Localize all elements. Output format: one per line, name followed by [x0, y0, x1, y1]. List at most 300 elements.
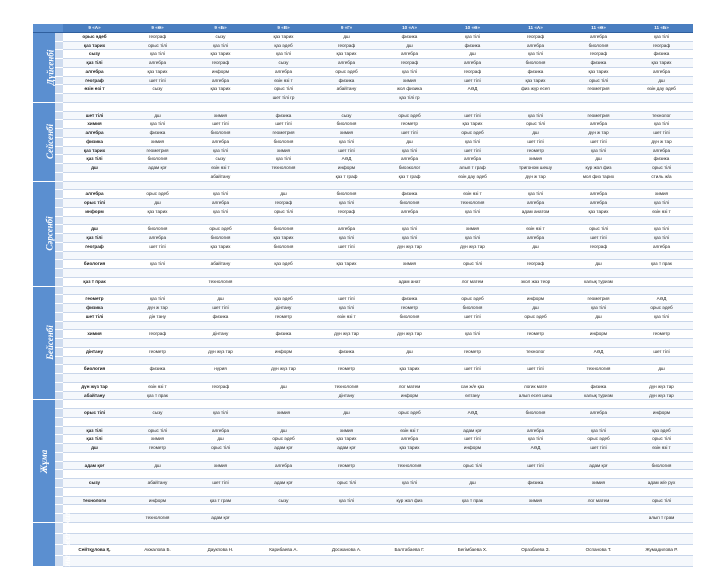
- subject-cell: дш: [441, 479, 504, 488]
- subject-cell: географ: [441, 67, 504, 76]
- lesson-number-cell: [55, 155, 63, 164]
- lesson-number-cell: [55, 496, 63, 505]
- lesson-number-cell: [55, 452, 63, 461]
- subject-cell: өзін өзі т: [630, 444, 693, 453]
- subject-cell: биология: [504, 59, 567, 68]
- lesson-row: [33, 76, 693, 85]
- subject-cell: [504, 269, 567, 278]
- subject-cell: [189, 417, 252, 426]
- class-header: 11 «Б»: [630, 24, 693, 32]
- subject-cell: алгебра: [567, 190, 630, 199]
- lesson-number-cell: [55, 260, 63, 269]
- subject-cell: [504, 470, 567, 479]
- subject-cell: алгебра: [315, 225, 378, 234]
- subject-cell: [504, 286, 567, 295]
- subject-cell: дш: [441, 50, 504, 59]
- day-label: [33, 181, 55, 286]
- subject-cell: [189, 356, 252, 365]
- lesson-row: [33, 225, 693, 234]
- subject-cell: [378, 400, 441, 409]
- subject-cell: дш: [126, 461, 189, 470]
- subject-cell: геометр: [504, 330, 567, 339]
- class-teacher-cell: Акжалова Б.: [126, 544, 189, 555]
- subject-cell: [441, 321, 504, 330]
- lesson-row: [33, 505, 693, 514]
- subject-cell: дш: [63, 444, 126, 453]
- subject-cell: алгебра: [630, 242, 693, 251]
- class-header: 10 «А»: [378, 24, 441, 32]
- lesson-number-cell: [55, 321, 63, 330]
- subject-cell: қаз тілі: [63, 435, 126, 444]
- subject-cell: [378, 251, 441, 260]
- subject-cell: дінтану: [189, 330, 252, 339]
- subject-cell: [378, 216, 441, 225]
- lesson-row: [33, 216, 693, 225]
- subject-cell: алгебра: [504, 199, 567, 208]
- subject-cell: [189, 94, 252, 103]
- subject-cell: сызу: [63, 479, 126, 488]
- subject-cell: [315, 514, 378, 523]
- subject-cell: шет тілі: [630, 129, 693, 138]
- subject-cell: географ: [126, 32, 189, 41]
- subject-cell: шет тілі гр: [252, 94, 315, 103]
- lesson-number-cell: [55, 164, 63, 173]
- subject-cell: [378, 470, 441, 479]
- subject-cell: [504, 102, 567, 111]
- subject-cell: сызу: [126, 409, 189, 418]
- subject-cell: геометрия: [567, 295, 630, 304]
- subject-cell: шет тілі: [504, 137, 567, 146]
- subject-cell: өзін өзі т: [630, 207, 693, 216]
- subject-cell: [315, 400, 378, 409]
- subject-cell: [315, 102, 378, 111]
- subject-cell: [630, 400, 693, 409]
- subject-cell: [315, 181, 378, 190]
- subject-cell: шет тілі: [441, 365, 504, 374]
- subject-cell: алгебра: [126, 234, 189, 243]
- subject-cell: геометр: [441, 347, 504, 356]
- subject-cell: лог матем: [441, 277, 504, 286]
- subject-cell: қаз тарих: [441, 120, 504, 129]
- subject-cell: шет тілі: [126, 242, 189, 251]
- subject-cell: геометр: [315, 461, 378, 470]
- subject-cell: [504, 356, 567, 365]
- subject-cell: [567, 417, 630, 426]
- subject-cell: [63, 321, 126, 330]
- subject-cell: [63, 417, 126, 426]
- subject-cell: [63, 339, 126, 348]
- subject-cell: информ: [504, 295, 567, 304]
- subject-cell: [126, 400, 189, 409]
- subject-cell: өзін өзі т: [378, 426, 441, 435]
- lesson-row: [33, 277, 693, 286]
- subject-cell: [504, 321, 567, 330]
- subject-cell: алгебра: [252, 461, 315, 470]
- class-teacher-cell: [630, 522, 693, 533]
- lesson-row: [33, 190, 693, 199]
- class-teacher-cell: [315, 522, 378, 533]
- subject-cell: шет тілі: [441, 435, 504, 444]
- subject-cell: географ: [315, 41, 378, 50]
- subject-cell: географ: [189, 59, 252, 68]
- subject-cell: [315, 277, 378, 286]
- subject-cell: [441, 470, 504, 479]
- subject-cell: дш: [315, 409, 378, 418]
- subject-cell: технология: [567, 365, 630, 374]
- subject-cell: дүн жүз тар: [441, 242, 504, 251]
- subject-cell: [378, 269, 441, 278]
- subject-cell: химия: [441, 225, 504, 234]
- lesson-row: [33, 409, 693, 418]
- subject-cell: [441, 400, 504, 409]
- subject-cell: [630, 102, 693, 111]
- subject-cell: дш: [126, 199, 189, 208]
- subject-cell: [252, 102, 315, 111]
- subject-cell: [63, 400, 126, 409]
- subject-cell: қаз тілі: [315, 496, 378, 505]
- lesson-row: [33, 41, 693, 50]
- subject-cell: физика: [189, 312, 252, 321]
- subject-cell: дінтану: [252, 304, 315, 313]
- subject-cell: [189, 391, 252, 400]
- lesson-number-cell: [55, 225, 63, 234]
- subject-cell: технология: [378, 461, 441, 470]
- subject-cell: биология: [252, 225, 315, 234]
- subject-cell: [252, 470, 315, 479]
- day-label: [33, 400, 55, 523]
- class-header: 9 «А»: [63, 24, 126, 32]
- subject-cell: физика: [630, 50, 693, 59]
- subject-cell: қаз тарих: [126, 207, 189, 216]
- class-teacher-cell: Бегімбаева Х.: [441, 544, 504, 555]
- subject-cell: технология: [441, 199, 504, 208]
- subject-cell: физика: [441, 41, 504, 50]
- subject-cell: [315, 251, 378, 260]
- subject-cell: абайтану: [126, 479, 189, 488]
- subject-cell: [126, 356, 189, 365]
- subject-cell: [630, 417, 693, 426]
- subject-cell: мол физ тарих: [567, 172, 630, 181]
- subject-cell: орыс тілі: [441, 461, 504, 470]
- subject-cell: қаз тілі: [378, 225, 441, 234]
- subject-cell: [378, 417, 441, 426]
- subject-cell: қаз тілі: [315, 137, 378, 146]
- subject-cell: технолог: [630, 111, 693, 120]
- subject-cell: [63, 487, 126, 496]
- subject-cell: физика: [126, 365, 189, 374]
- lesson-row: [33, 514, 693, 523]
- subject-cell: қаз тілі: [630, 225, 693, 234]
- subject-cell: қаз тілі: [504, 190, 567, 199]
- subject-cell: алып т грам: [630, 514, 693, 523]
- subject-cell: геометр: [63, 295, 126, 304]
- subject-cell: [378, 286, 441, 295]
- subject-cell: алгебра: [189, 137, 252, 146]
- subject-cell: химия: [63, 120, 126, 129]
- subject-cell: физика: [315, 76, 378, 85]
- subject-cell: қаз т прак: [630, 260, 693, 269]
- subject-cell: [441, 251, 504, 260]
- subject-cell: [567, 487, 630, 496]
- subject-cell: географ: [630, 41, 693, 50]
- subject-cell: алгебра: [126, 59, 189, 68]
- subject-cell: [252, 374, 315, 383]
- lesson-row: [33, 286, 693, 295]
- subject-cell: биология: [315, 120, 378, 129]
- subject-cell: химия: [315, 129, 378, 138]
- subject-cell: [126, 277, 189, 286]
- subject-cell: [63, 356, 126, 365]
- subject-cell: [252, 417, 315, 426]
- class-teacher-cell: Даукпова Н.: [189, 544, 252, 555]
- subject-cell: [189, 102, 252, 111]
- lesson-number-cell: [55, 85, 63, 94]
- subject-cell: орыс тілі: [630, 435, 693, 444]
- subject-cell: қаз тілі: [441, 32, 504, 41]
- subject-cell: өзін өзі т: [189, 164, 252, 173]
- subject-cell: биология: [252, 137, 315, 146]
- subject-cell: орыс әдеб: [630, 304, 693, 313]
- subject-cell: қаз тілі: [441, 207, 504, 216]
- subject-cell: геометрия: [126, 146, 189, 155]
- subject-cell: орыс тілі: [126, 41, 189, 50]
- subject-cell: дш: [189, 435, 252, 444]
- subject-cell: дш: [315, 32, 378, 41]
- subject-cell: дш: [504, 304, 567, 313]
- subject-cell: қаз тілі: [378, 479, 441, 488]
- subject-cell: [441, 102, 504, 111]
- subject-cell: биология: [189, 234, 252, 243]
- subject-cell: [630, 94, 693, 103]
- subject-cell: шет тілі: [630, 347, 693, 356]
- subject-cell: нүрия: [189, 365, 252, 374]
- subject-cell: химия: [378, 260, 441, 269]
- subject-cell: технологи: [63, 496, 126, 505]
- subject-cell: қаз тілі: [315, 199, 378, 208]
- subject-cell: қаз тілі: [63, 426, 126, 435]
- subject-cell: [567, 216, 630, 225]
- subject-cell: қаз тілі: [126, 120, 189, 129]
- header-corner-number: [55, 24, 63, 32]
- subject-cell: геометрия: [567, 111, 630, 120]
- lesson-row: [33, 382, 693, 391]
- subject-cell: абайтану: [315, 85, 378, 94]
- subject-cell: химия: [252, 146, 315, 155]
- lesson-row: [33, 391, 693, 400]
- subject-cell: [441, 452, 504, 461]
- subject-cell: [252, 251, 315, 260]
- lesson-number-cell: [55, 234, 63, 243]
- class-teacher-cell: [567, 522, 630, 533]
- subject-cell: технология: [315, 382, 378, 391]
- subject-cell: шет тілі: [441, 76, 504, 85]
- subject-cell: [63, 216, 126, 225]
- subject-cell: сызу: [189, 32, 252, 41]
- lesson-row: [33, 32, 693, 41]
- subject-cell: [567, 505, 630, 514]
- class-teacher-cell: [126, 533, 189, 544]
- subject-cell: [252, 286, 315, 295]
- class-header: 11 «А»: [504, 24, 567, 32]
- subject-cell: қаз тілі: [189, 41, 252, 50]
- subject-cell: адам қоғ: [189, 514, 252, 523]
- lesson-row: [33, 199, 693, 208]
- subject-cell: сызу: [252, 496, 315, 505]
- subject-cell: орыс тілі: [252, 207, 315, 216]
- subject-cell: технология: [126, 514, 189, 523]
- subject-cell: қаз тарих: [189, 85, 252, 94]
- subject-cell: алгебра: [504, 234, 567, 243]
- subject-cell: химия: [504, 496, 567, 505]
- lesson-row: [33, 533, 693, 544]
- class-header: 10 «Ә»: [441, 24, 504, 32]
- subject-cell: шет тілі: [567, 234, 630, 243]
- subject-cell: технолог: [504, 347, 567, 356]
- subject-cell: қаз тарих: [252, 234, 315, 243]
- subject-cell: дш: [252, 190, 315, 199]
- subject-cell: дінтану: [315, 391, 378, 400]
- subject-cell: алгебра: [441, 59, 504, 68]
- subject-cell: қаз тілі: [504, 111, 567, 120]
- subject-cell: [630, 487, 693, 496]
- class-teacher-cell: [441, 533, 504, 544]
- subject-cell: [567, 251, 630, 260]
- subject-cell: өзін дау әдеб: [630, 85, 693, 94]
- subject-cell: [378, 339, 441, 348]
- subject-cell: физика: [630, 155, 693, 164]
- subject-cell: өзін өзі т: [441, 190, 504, 199]
- subject-cell: шет тілі: [63, 312, 126, 321]
- class-header: 9 «Г»: [315, 24, 378, 32]
- subject-cell: алгебра: [378, 50, 441, 59]
- lesson-row: [33, 555, 693, 566]
- subject-cell: информ: [252, 347, 315, 356]
- lesson-number-cell: [55, 347, 63, 356]
- subject-cell: [567, 339, 630, 348]
- subject-cell: орыс тілі: [567, 76, 630, 85]
- subject-cell: шет тілі: [189, 120, 252, 129]
- lesson-row: [33, 347, 693, 356]
- subject-cell: [252, 339, 315, 348]
- subject-cell: қаз тарих: [630, 59, 693, 68]
- subject-cell: орыс әдеб: [63, 32, 126, 41]
- class-teacher-cell: Балтабаева Г.: [378, 544, 441, 555]
- subject-cell: [441, 356, 504, 365]
- subject-cell: дүн ж тар: [567, 129, 630, 138]
- subject-cell: сызу: [126, 85, 189, 94]
- subject-cell: алгебра: [504, 41, 567, 50]
- subject-cell: [630, 321, 693, 330]
- subject-cell: шет тілі: [441, 146, 504, 155]
- subject-cell: сызу: [252, 59, 315, 68]
- subject-cell: [63, 94, 126, 103]
- lesson-number-cell: [55, 269, 63, 278]
- subject-cell: [126, 94, 189, 103]
- subject-cell: [504, 417, 567, 426]
- subject-cell: [441, 487, 504, 496]
- subject-cell: қаз тілі: [504, 50, 567, 59]
- subject-cell: орыс әдеб: [567, 435, 630, 444]
- subject-cell: сан ж/е қаз: [441, 382, 504, 391]
- subject-cell: [63, 102, 126, 111]
- subject-cell: қаз тарих: [378, 365, 441, 374]
- subject-cell: [189, 251, 252, 260]
- subject-cell: [315, 417, 378, 426]
- subject-cell: [63, 251, 126, 260]
- subject-cell: алгебра: [378, 435, 441, 444]
- subject-cell: физика: [567, 59, 630, 68]
- subject-cell: [252, 216, 315, 225]
- class-teacher-cell: [630, 555, 693, 566]
- subject-cell: өзін өзі т: [504, 225, 567, 234]
- class-teacher-cell: [504, 555, 567, 566]
- subject-cell: [252, 400, 315, 409]
- subject-cell: [504, 339, 567, 348]
- subject-cell: [252, 172, 315, 181]
- lesson-number-cell: [55, 356, 63, 365]
- subject-cell: сызу: [315, 111, 378, 120]
- header-corner: [33, 24, 55, 32]
- subject-cell: дш: [378, 137, 441, 146]
- subject-cell: географ: [378, 59, 441, 68]
- subject-cell: қаз тілі: [630, 120, 693, 129]
- lesson-number-cell: [55, 41, 63, 50]
- subject-cell: [252, 452, 315, 461]
- lesson-row: [33, 102, 693, 111]
- subject-cell: биология: [630, 461, 693, 470]
- lesson-number-cell: [55, 120, 63, 129]
- lesson-number-cell: [55, 277, 63, 286]
- subject-cell: информ: [567, 330, 630, 339]
- subject-cell: орыс әдеб: [189, 225, 252, 234]
- lesson-row: [33, 260, 693, 269]
- subject-cell: қаз тарих: [315, 50, 378, 59]
- subject-cell: [126, 452, 189, 461]
- subject-cell: физика: [504, 67, 567, 76]
- subject-cell: [63, 452, 126, 461]
- day-label-text: Жұма: [39, 449, 50, 473]
- subject-cell: қаз тілі: [567, 146, 630, 155]
- subject-cell: химия: [63, 330, 126, 339]
- day-label: [33, 32, 55, 102]
- subject-cell: физика: [252, 330, 315, 339]
- lesson-row: [33, 487, 693, 496]
- day-label-text: Бейсенбі: [44, 325, 55, 361]
- subject-cell: қаз тарих: [189, 50, 252, 59]
- subject-cell: қаз тілі: [189, 409, 252, 418]
- lesson-number-cell: [55, 242, 63, 251]
- subject-cell: информ: [126, 496, 189, 505]
- subject-cell: [504, 94, 567, 103]
- lesson-row: [33, 234, 693, 243]
- subject-cell: орыс әдеб: [378, 111, 441, 120]
- lesson-row: [33, 120, 693, 129]
- subject-cell: өзін өзі т: [63, 85, 126, 94]
- subject-cell: физика: [126, 129, 189, 138]
- subject-cell: тригоном шешу: [504, 164, 567, 173]
- lesson-row: [33, 207, 693, 216]
- lesson-number-cell: [55, 365, 63, 374]
- subject-cell: географ: [63, 242, 126, 251]
- subject-cell: алгебра: [441, 155, 504, 164]
- subject-cell: шет тілі: [504, 461, 567, 470]
- subject-cell: биоэколог: [378, 164, 441, 173]
- subject-cell: алгебра: [567, 409, 630, 418]
- subject-cell: орыс тілі: [630, 164, 693, 173]
- subject-cell: шет тілі: [126, 76, 189, 85]
- subject-cell: [315, 505, 378, 514]
- subject-cell: алгебра: [504, 426, 567, 435]
